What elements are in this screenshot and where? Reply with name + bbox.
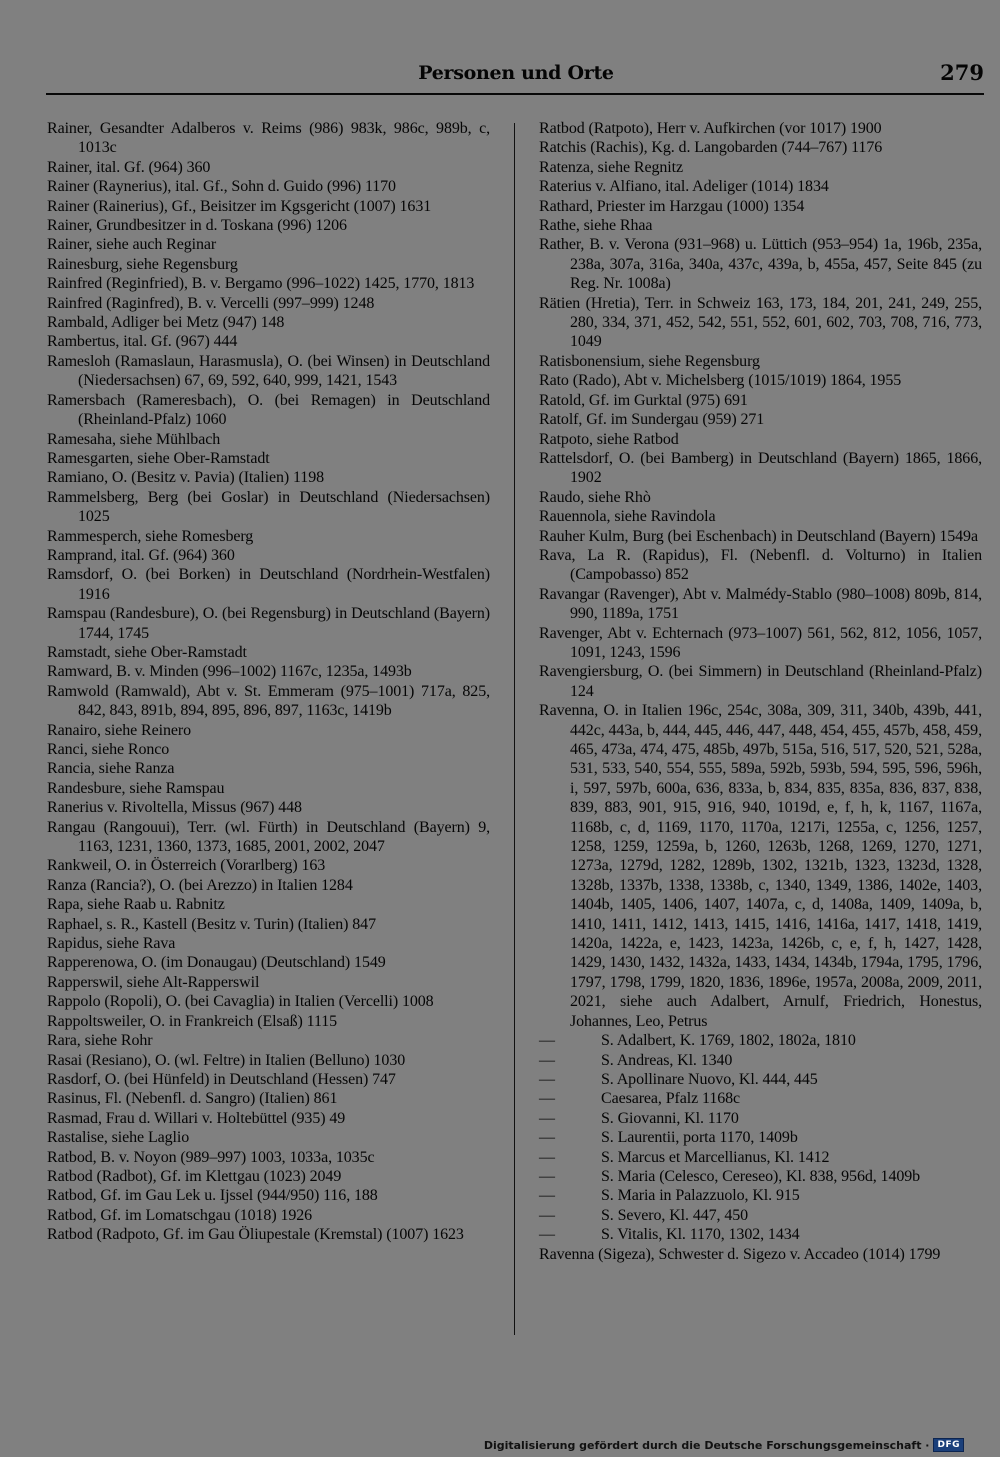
- subentry-text: S. Maria in Palazzuolo, Kl. 915: [601, 1187, 800, 1205]
- column-divider: [514, 123, 515, 1335]
- index-entry: Ravangar (Ravenger), Abt v. Malmédy-Stablo (980–1008) 809b, 814, 990, 1189a, 1751: [539, 585, 982, 623]
- index-entry: Ratchis (Rachis), Kg. d. Langobarden (744–767) 1176: [539, 139, 883, 157]
- index-entry: Rauher Kulm, Burg (bei Eschenbach) in Deutschland (Bayern) 1549a: [539, 527, 978, 545]
- index-entry: Rather, B. v. Verona (931–968) u. Lüttich (953–954) 1a, 196b, 235a, 238a, 307a, 316a, 340a, 437c, 439a, b, 455a, 457, Seite 845 (zu Reg. Nr. 1008a): [539, 236, 982, 293]
- index-subentry: [539, 1148, 982, 1167]
- index-entry: Rambald, Adliger bei Metz (947) 148: [47, 314, 285, 332]
- index-entry: Ramesaha, siehe Mühlbach: [47, 430, 221, 448]
- subentry-dash: —: [539, 1129, 555, 1147]
- subentry-dash: —: [539, 1090, 555, 1108]
- index-entry: Rara, siehe Rohr: [47, 1032, 153, 1050]
- dfg-logo: DFG: [933, 1438, 964, 1452]
- index-subentry: [539, 1225, 982, 1244]
- index-entry: Rasinus, Fl. (Nebenfl. d. Sangro) (Italien) 861: [47, 1090, 338, 1108]
- index-entry: Ranerius v. Rivoltella, Missus (967) 448: [47, 799, 302, 817]
- index-column-right: [539, 119, 982, 1264]
- index-entry: Rasai (Resiano), O. (wl. Feltre) in Italien (Belluno) 1030: [47, 1051, 406, 1069]
- index-entry: Ranza (Rancia?), O. (bei Arezzo) in Italien 1284: [47, 876, 353, 894]
- subentry-text: S. Vitalis, Kl. 1170, 1302, 1434: [601, 1226, 800, 1244]
- index-entry: Rattelsdorf, O. (bei Bamberg) in Deutschland (Bayern) 1865, 1866, 1902: [539, 449, 982, 487]
- subentry-text: S. Severo, Kl. 447, 450: [601, 1206, 749, 1224]
- index-entry: Rathe, siehe Rhaa: [539, 217, 653, 235]
- index-entry: Raphael, s. R., Kastell (Besitz v. Turin) (Italien) 847: [47, 915, 376, 933]
- index-entry: Rava, La R. (Rapidus), Fl. (Nebenfl. d. Volturno) in Italien (Campobasso) 852: [539, 546, 982, 584]
- index-entry: Ramspau (Randesbure), O. (bei Regensburg) in Deutschland (Bayern) 1744, 1745: [47, 605, 490, 642]
- index-entry: Ravengiersburg, O. (bei Simmern) in Deutschland (Rheinland-Pfalz) 124: [539, 663, 982, 700]
- subentry-text: Caesarea, Pfalz 1168c: [601, 1090, 741, 1108]
- index-entry: Rainesburg, siehe Regensburg: [47, 255, 238, 273]
- index-entry: Rato (Rado), Abt v. Michelsberg (1015/1019) 1864, 1955: [539, 372, 902, 390]
- page-header: [46, 58, 986, 92]
- index-entry: Rätien (Hretia), Terr. in Schweiz 163, 173, 184, 201, 241, 249, 255, 280, 334, 371, 452, 542, 551, 552, 601, 602, 703, 708, 716, 773, 1049: [539, 294, 982, 351]
- index-entry: Rangau (Rangouui), Terr. (wl. Fürth) in Deutschland (Bayern) 9, 1163, 1231, 1360, 1373, 1685, 2001, 2002, 2047: [47, 818, 490, 856]
- index-entry: Rainer (Raynerius), ital. Gf., Sohn d. Guido (996) 1170: [47, 178, 396, 196]
- footer-credit-text: Digitalisierung gefördert durch die Deutsche Forschungsgemeinschaft ·: [483, 1438, 930, 1452]
- index-entry: Raterius v. Alfiano, ital. Adeliger (1014) 1834: [539, 178, 829, 196]
- index-entry: Rainer, ital. Gf. (964) 360: [47, 158, 211, 176]
- subentry-dash: —: [539, 1070, 555, 1088]
- index-entry: Ravenger, Abt v. Echternach (973–1007) 561, 562, 812, 1056, 1057, 1091, 1243, 1596: [539, 624, 982, 661]
- index-entry: Rapidus, siehe Rava: [47, 935, 176, 953]
- index-entry: Ramward, B. v. Minden (996–1002) 1167c, 1235a, 1493b: [47, 663, 412, 681]
- index-entry: Rainer, Grundbesitzer in d. Toskana (996) 1206: [47, 217, 347, 235]
- index-entry: Ratbod (Radpoto, Gf. im Gau Öliupestale (Kremstal) (1007) 1623: [47, 1226, 464, 1244]
- index-entry: Ranairo, siehe Reinero: [47, 721, 191, 739]
- index-entry: Ratenza, siehe Regnitz: [539, 158, 683, 176]
- subentry-dash: —: [539, 1226, 555, 1244]
- index-entry: Rasdorf, O. (bei Hünfeld) in Deutschland (Hessen) 747: [47, 1070, 396, 1088]
- index-entry: Ratisbonensium, siehe Regensburg: [539, 352, 760, 370]
- subentry-text: S. Andreas, Kl. 1340: [601, 1051, 733, 1069]
- index-entry: Rasmad, Frau d. Willari v. Holtebüttel (935) 49: [47, 1109, 346, 1127]
- index-entry: Rammelsberg, Berg (bei Goslar) in Deutschland (Niedersachsen) 1025: [47, 488, 490, 526]
- index-entry: Ramsdorf, O. (bei Borken) in Deutschland (Nordrhein-Westfalen) 1916: [47, 566, 490, 603]
- subentry-text: S. Maria (Celesco, Cereseo), Kl. 838, 956d, 1409b: [601, 1167, 921, 1185]
- index-entry: Ramwold (Ramwald), Abt v. St. Emmeram (975–1001) 717a, 825, 842, 843, 891b, 894, 895, 896, 897, 1163c, 1419b: [47, 682, 490, 720]
- index-entry: Ratbod (Radbot), Gf. im Klettgau (1023) 2049: [47, 1167, 342, 1185]
- index-entry: Rauennola, siehe Ravindola: [539, 508, 716, 526]
- index-entry: Rankweil, O. in Österreich (Vorarlberg) 163: [47, 857, 326, 875]
- index-entry: Ramesgarten, siehe Ober-Ramstadt: [47, 449, 270, 467]
- index-subentry: [539, 1167, 982, 1186]
- index-entry: Rappoltsweiler, O. in Frankreich (Elsaß) 1115: [47, 1012, 338, 1030]
- page-title: Personen und Orte: [418, 62, 614, 84]
- subentry-dash: —: [539, 1109, 555, 1127]
- index-entry: Ratbod (Ratpoto), Herr v. Aufkirchen (vor 1017) 1900: [539, 120, 882, 137]
- header-rule: [46, 93, 984, 95]
- subentry-dash: —: [539, 1206, 555, 1224]
- index-entry: Rathard, Priester im Harzgau (1000) 1354: [539, 197, 805, 215]
- index-entry: Ramstadt, siehe Ober-Ramstadt: [47, 643, 247, 661]
- index-subentry: [539, 1109, 982, 1128]
- index-entry: Ravenna (Sigeza), Schwester d. Sigezo v. Accadeo (1014) 1799: [539, 1245, 941, 1263]
- subentry-text: S. Adalbert, K. 1769, 1802, 1802a, 1810: [601, 1032, 856, 1050]
- index-entry: Randesbure, siehe Ramspau: [47, 779, 225, 797]
- subentry-dash: —: [539, 1148, 555, 1166]
- index-entry: Ratpoto, siehe Ratbod: [539, 430, 679, 448]
- index-entry: Rapperenowa, O. (im Donaugau) (Deutschland) 1549: [47, 954, 386, 972]
- index-subentry: [539, 1051, 982, 1070]
- index-entry: Ratolf, Gf. im Sundergau (959) 271: [539, 411, 765, 429]
- subentry-text: S. Marcus et Marcellianus, Kl. 1412: [601, 1148, 830, 1166]
- subentry-text: S. Apollinare Nuovo, Kl. 444, 445: [601, 1070, 818, 1088]
- page-number: 279: [940, 60, 984, 85]
- index-entry: Ratold, Gf. im Gurktal (975) 691: [539, 391, 748, 409]
- index-subentry: [539, 1206, 982, 1225]
- index-entry: Rancia, siehe Ranza: [47, 760, 175, 778]
- index-subentry: [539, 1031, 982, 1050]
- index-entry: Rainer, Gesandter Adalberos v. Reims (986) 983k, 986c, 989b, c, 1013c: [47, 120, 490, 157]
- subentry-text: S. Laurentii, porta 1170, 1409b: [601, 1129, 798, 1147]
- index-entry: Rappolo (Ropoli), O. (bei Cavaglia) in Italien (Vercelli) 1008: [47, 993, 434, 1011]
- index-entry: Rapperswil, siehe Alt-Rapperswil: [47, 973, 260, 991]
- index-column-left: [47, 119, 490, 1245]
- index-entry: Ratbod, Gf. im Gau Lek u. Ijssel (944/950) 116, 188: [47, 1187, 378, 1205]
- index-subentry: [539, 1089, 982, 1108]
- index-entry: Rammesperch, siehe Romesberg: [47, 527, 254, 545]
- index-subentry: [539, 1070, 982, 1089]
- index-subentry: [539, 1128, 982, 1147]
- subentry-dash: —: [539, 1032, 555, 1050]
- index-entry: Ratbod, B. v. Noyon (989–997) 1003, 1033a, 1035c: [47, 1148, 375, 1166]
- index-entry: Ramesloh (Ramaslaun, Harasmusla), O. (bei Winsen) in Deutschland (Niedersachsen) 67, 69, 592, 640, 999, 1421, 1543: [47, 352, 490, 390]
- subentry-dash: —: [539, 1167, 555, 1185]
- index-subentry: [539, 1186, 982, 1205]
- index-entry: Ramersbach (Rameresbach), O. (bei Remagen) in Deutschland (Rheinland-Pfalz) 1060: [47, 391, 490, 429]
- index-entry: Ranci, siehe Ronco: [47, 741, 170, 758]
- subentry-dash: —: [539, 1051, 555, 1069]
- index-entry: Rainer (Rainerius), Gf., Beisitzer im Kgsgericht (1007) 1631: [47, 197, 432, 215]
- subentry-text: S. Giovanni, Kl. 1170: [601, 1109, 739, 1127]
- subentry-dash: —: [539, 1187, 555, 1205]
- index-entry: Ramiano, O. (Besitz v. Pavia) (Italien) 1198: [47, 469, 325, 487]
- index-entry: Rambertus, ital. Gf. (967) 444: [47, 333, 238, 351]
- index-entry: Rapa, siehe Raab u. Rabnitz: [47, 896, 225, 914]
- footer-credit: [484, 1438, 964, 1452]
- index-entry: Ravenna, O. in Italien 196c, 254c, 308a, 309, 311, 340b, 439b, 441, 442c, 443a, b, 444, 445, 446, 447, 448, 454, 455, 457b, 458, 459, 465, 473a, 474, 475, 485b, 497b, 515a, 516, 517, 520, 521, 528a, 531, 533, 540, 554, 555, 589a, 592b, 593b, 594, 595, 596, 596h, i, 597, 597b, 600a, 636, 833a, b, 834, 835, 835a, 836, 837, 838, 839, 883, 901, 915, 916, 940, 1019d, e, f, h, k, 1167, 1167a, 1168b, c, d, 1169, 1170, 1170a, 1217i, 1255a, c, 1256, 1257, 1258, 1259, 1259a, b, 1260, 1263b, 1268, 1269, 1270, 1271, 1273a, 1279d, 1282, 1289b, 1302, 1321b, 1323, 1323d, 1328, 1328b, 1337b, 1338, 1338b, c, 1340, 1349, 1386, 1402e, 1403, 1404b, 1405, 1406, 1407, 1407a, c, d, 1408a, 1409, 1409a, b, 1410, 1411, 1412, 1413, 1415, 1416, 1416a, 1417, 1418, 1419, 1420a, 1422a, e, 1423, 1423a, 1426b, c, e, f, h, 1427, 1428, 1429, 1430, 1432, 1432a, 1433, 1434, 1434b, 1794a, 1795, 1796, 1797, 1798, 1799, 1820, 1836, 1896e, 1957a, 2008a, 2009, 2011, 2021, siehe auch Adalbert, Arnulf, Friedrich, Honestus, Johannes, Leo, Petrus: [539, 702, 983, 1030]
- index-entry: Rainer, siehe auch Reginar: [47, 236, 217, 254]
- index-entry: Ramprand, ital. Gf. (964) 360: [47, 546, 235, 564]
- index-entry: Rainfred (Raginfred), B. v. Vercelli (997–999) 1248: [47, 294, 375, 312]
- index-entry: Ratbod, Gf. im Lomatschgau (1018) 1926: [47, 1206, 313, 1224]
- index-entry: Rastalise, siehe Laglio: [47, 1129, 190, 1147]
- index-entry: Rainfred (Reginfried), B. v. Bergamo (996–1022) 1425, 1770, 1813: [47, 275, 475, 293]
- index-entry: Raudo, siehe Rhò: [539, 488, 651, 506]
